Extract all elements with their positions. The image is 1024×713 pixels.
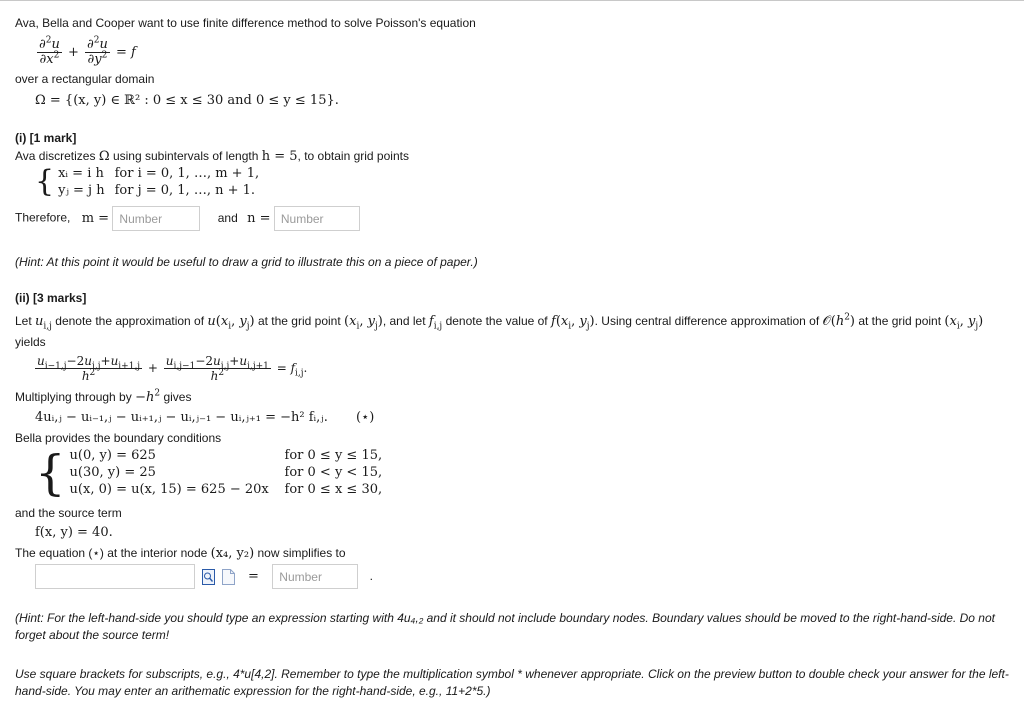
part1-heading: (i) [1 mark]	[15, 131, 77, 145]
multiplying-text: Multiplying through by $-h^2$ gives	[15, 388, 192, 405]
equation-answer-row: = Number .	[35, 564, 373, 589]
lhs-expression-input[interactable]	[35, 564, 195, 589]
intro-text: Ava, Bella and Cooper want to use finite difference method to solve Poisson's equation	[15, 16, 476, 30]
n-input[interactable]	[274, 206, 360, 231]
rhs-number-input[interactable]	[272, 564, 358, 589]
part2-intro: Let $u_{i,j}$ denote the approximation of $u(x_i$, $y_j$) at the grid point ($x_i$, $y_j$), and let $f_{i,j}$ denote the value of $f(x_i$, $y_j$). Using central difference approximation of $𝒪(h^2)$ at the grid point ($x_i$, $y_j$) yields	[15, 312, 984, 349]
document-icon[interactable]	[222, 569, 235, 585]
part2-hint-1: (Hint: For the left-hand-side you should type an expression starting with 4u₄,₂ and it should not include boundary nodes. Boundary values should be moved to the right-hand-side. Do not forget about the source term!	[15, 611, 995, 642]
preview-icon[interactable]	[202, 569, 215, 585]
part2-heading: (ii) [3 marks]	[15, 291, 87, 305]
bella-text: Bella provides the boundary conditions	[15, 431, 222, 445]
m-n-answer-row: Therefore, m = Number and n = Number	[15, 206, 360, 231]
domain-set: Ω = {(x, y) ∈ ℝ² : 0 ≤ x ≤ 30 and 0 ≤ y ≤ 15}.	[35, 93, 339, 108]
top-divider	[0, 0, 1024, 1]
equation-prompt: The equation (⋆) at the interior node (x₄, y₂) now simplifies to	[15, 546, 346, 561]
source-term: f(x, y) = 40.	[35, 525, 113, 540]
central-difference-equation: $\frac{u_{i-1,j}-2u_{i,j}+u_{i+1,j}}{h^2}$ + $\frac{u_{i,j-1}-2u_{i,j}+u_{i,j+1}}{h^2}$ = $f_{i,j}$.	[37, 354, 308, 383]
part1-hint: (Hint: At this point it would be useful to draw a grid to illustrate this on a piece of paper.)	[15, 255, 478, 269]
poisson-equation: $\frac{\partial^2u}{\partial x^2}$ + $\frac{\partial^2u}{\partial y^2}$ = f	[39, 35, 136, 67]
part1-description: Ava discretizes Ω using subintervals of length h = 5, to obtain grid points	[15, 149, 409, 164]
domain-intro: over a rectangular domain	[15, 72, 155, 86]
m-input[interactable]	[112, 206, 200, 231]
boundary-conditions: { u(0, y) = 625 for 0 ≤ y ≤ 15, u(30, y) = 25 for 0 < y < 15, u(x, 0) = u(x, 15) = 625 − 20x for 0 ≤ x ≤ 30,	[35, 444, 383, 501]
part2-hint-2: Use square brackets for subscripts, e.g., 4*u[4,2]. Remember to type the multiplication symbol * whenever appropriate. Click on the preview button to double check your answer for the left-hand-side. You may enter an arithematic expression for the right-hand-side, e.g., 11+2*5.)	[15, 667, 1009, 698]
grid-points-system: { xᵢ = i h for i = 0, 1, …, m + 1, yⱼ = j h for j = 0, 1, …, n + 1.	[35, 164, 260, 199]
source-label: and the source term	[15, 506, 122, 520]
star-equation: 4uᵢ,ⱼ − uᵢ₋₁,ⱼ − uᵢ₊₁,ⱼ − uᵢ,ⱼ₋₁ − uᵢ,ⱼ₊₁ = −h² fᵢ,ⱼ. (⋆)	[35, 410, 375, 425]
